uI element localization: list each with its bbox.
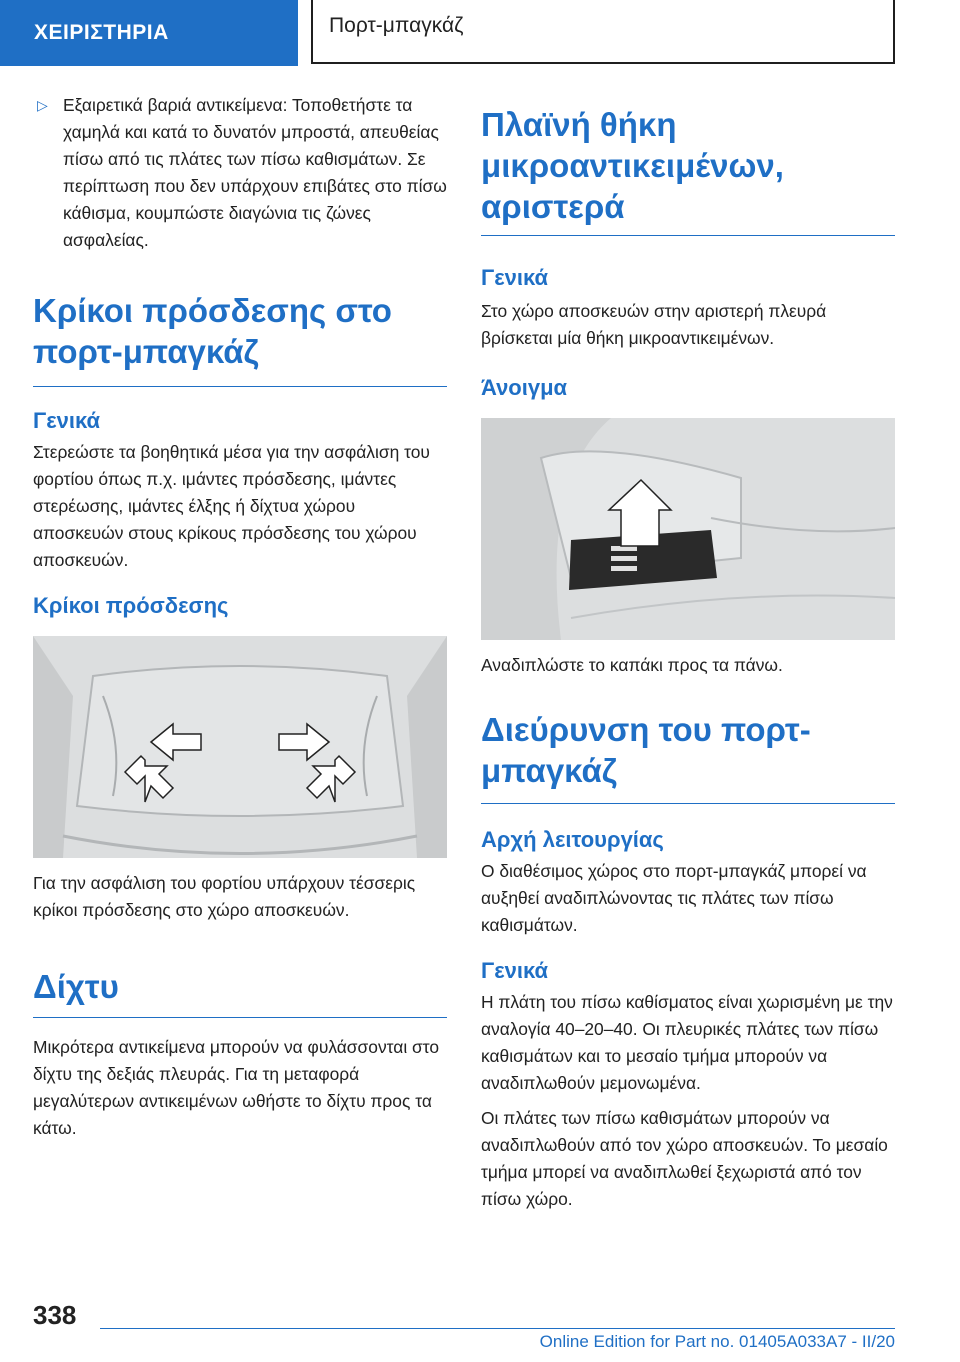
footer-divider [100, 1328, 895, 1329]
compartment-photo [481, 418, 895, 640]
right-column [481, 92, 895, 1213]
subheading-rings: Κρίκοι πρόσδεσης [33, 593, 229, 618]
edition-note: Online Edition for Part no. 01405A033A7 - II/20 [539, 1332, 895, 1351]
compartment-illustration [481, 418, 895, 640]
paragraph-general-right: Στο χώρο αποσκευών στην αριστερή πλευρά βρίσκεται μία θήκη μικροαντικειμένων. [481, 301, 827, 348]
paragraph-general-2a: Η πλάτη του πίσω καθίσματος είναι χωρισμένη με την αναλογία 40–20–40. Οι πλευρικές πλάτες των πίσω καθισμάτων και το μεσαίο τμήμα μπορούν να αναδιπλωθούν μεμονωμένα. [481, 992, 893, 1093]
bullet-text: Εξαιρετικά βαριά αντικείμενα: Τοποθετήστε τα χαμηλά και κατά το δυνατόν μπροστά, απευθείας πίσω από τις πλάτες των πίσω καθισμάτων. Σε περίπτωση που δεν υπάρχουν επιβάτες στο πίσω κάθισμα, κουμπώστε διαγώνια τις ζώνες ασφαλείας. [63, 95, 447, 250]
section-title: Πορτ-μπαγκάζ [311, 0, 895, 64]
paragraph-rings: Για την ασφάλιση του φορτίου υπάρχουν τέσσερις κρίκοι πρόσδεσης στο χώρο αποσκευών. [33, 873, 416, 920]
page-number: 338 [33, 1300, 77, 1330]
paragraph-opening: Αναδιπλώστε το καπάκι προς τα πάνω. [481, 655, 783, 675]
page-header [0, 0, 960, 66]
left-column [33, 92, 447, 1142]
paragraph-general: Στερεώστε τα βοηθητικά μέσα για την ασφάλιση του φορτίου όπως π.χ. ιμάντες πρόσδεσης, ιμάντες στερέωσης, ιμάντες έλξης ή δίχτυα χώρου αποσκευών στους κρίκους πρόσδεσης του χώρου αποσκευών. [33, 442, 430, 570]
heading-side-compartment: Πλαϊνή θήκη μικροαντικειμένων, αριστερά [481, 104, 895, 236]
subheading-principle: Αρχή λειτουργίας [481, 827, 664, 852]
subheading-opening: Άνοιγμα [481, 375, 568, 400]
heading-net: Δίχτυ [33, 966, 447, 1018]
chapter-title: ΧΕΙΡΙΣΤΗΡΙΑ [0, 0, 298, 66]
subheading-general-right: Γενικά [481, 265, 549, 290]
subheading-general: Γενικά [33, 408, 101, 433]
trunk-rings-photo [33, 636, 447, 858]
bullet-item [33, 92, 447, 254]
subheading-general-2: Γενικά [481, 958, 549, 983]
paragraph-net: Μικρότερα αντικείμενα μπορούν να φυλάσσονται στο δίχτυ της δεξιάς πλευράς. Για τη μεταφορά μεγαλύτερων αντικειμένων ωθήστε το δίχτυ προς τα κάτω. [33, 1037, 440, 1138]
heading-tie-down-rings: Κρίκοι πρόσδεσης στο πορτ-μπαγκάζ [33, 290, 447, 387]
bullet-triangle-icon: ▷ [37, 97, 48, 113]
paragraph-general-2b: Οι πλάτες των πίσω καθισμάτων μπορούν να αναδιπλωθούν από τον χώρο αποσκευών. Το μεσαίο τμήμα μπορεί να αναδιπλωθεί ξεχωριστά από τον πίσω χώρο. [481, 1108, 888, 1209]
paragraph-principle: Ο διαθέσιμος χώρος στο πορτ-μπαγκάζ μπορεί να αυξηθεί αναδιπλώνοντας τις πλάτες των πίσω καθισμάτων. [481, 861, 867, 935]
heading-trunk-expansion: Διεύρυνση του πορτ-μπαγκάζ [481, 709, 895, 804]
trunk-illustration [33, 636, 447, 858]
